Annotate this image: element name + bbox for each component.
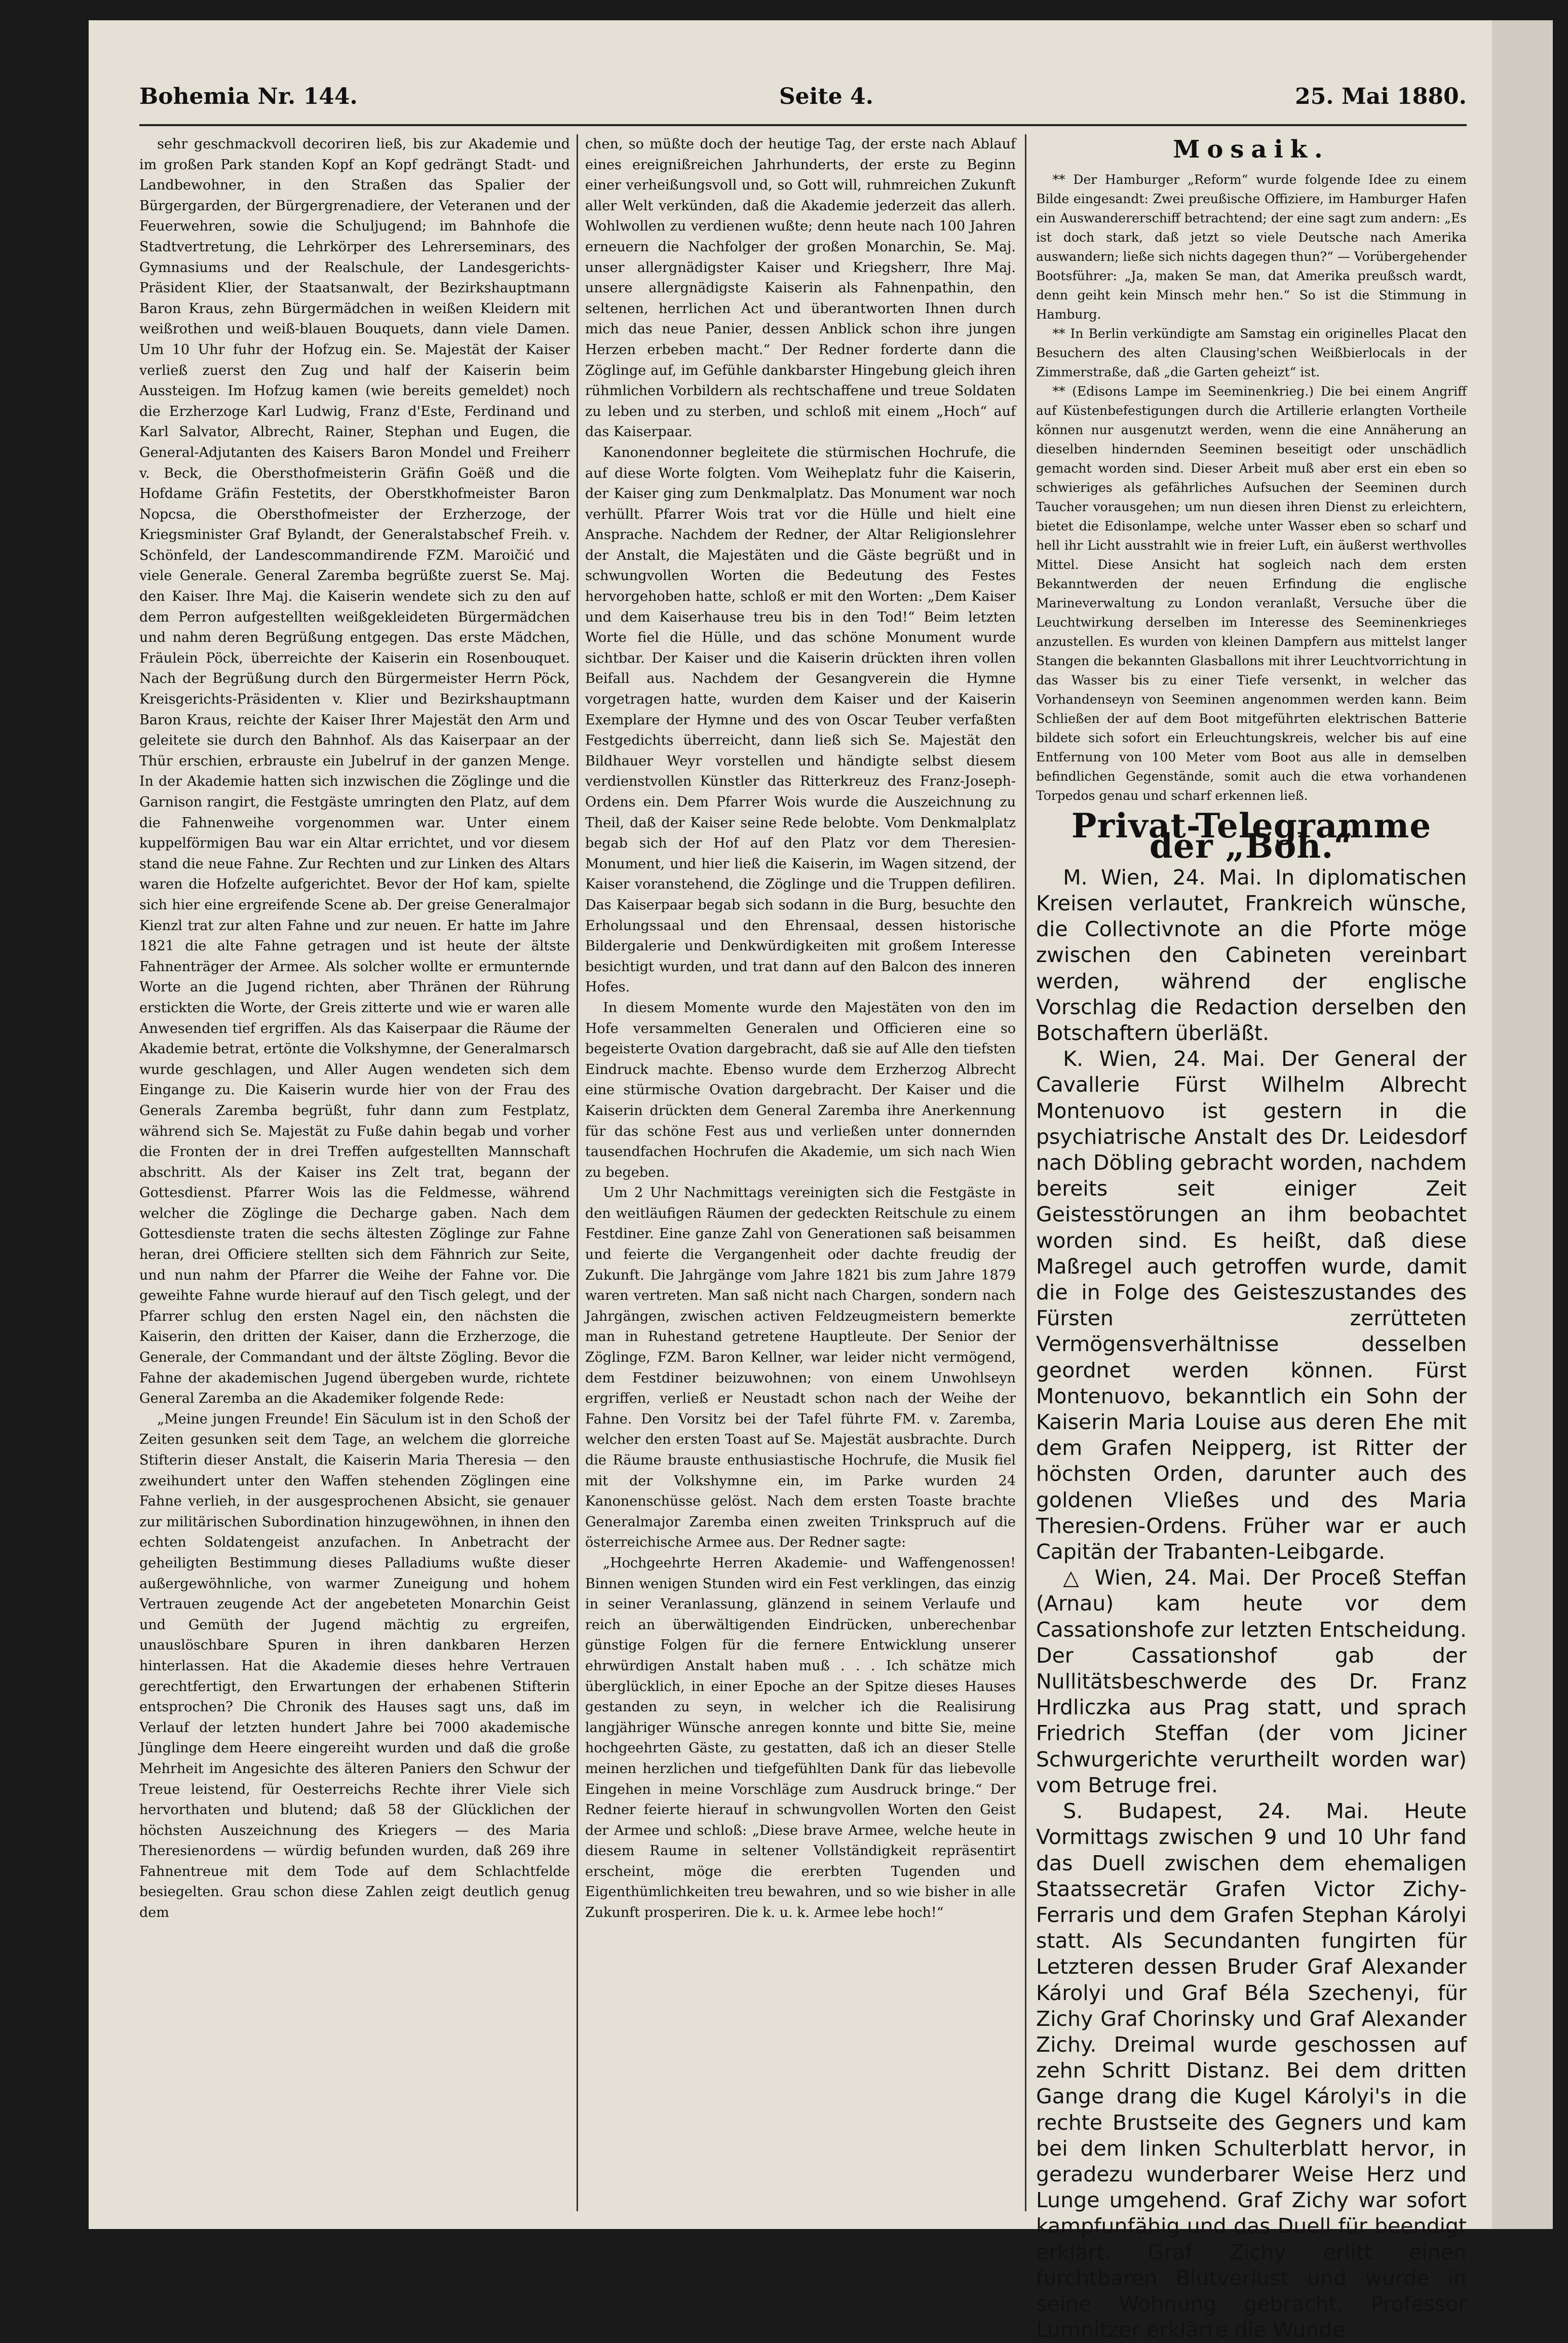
column-3 bbox=[1036, 134, 1467, 2342]
mosaik-item: ** In Berlin verkündigte am Samstag ein originelles Placat den Besuchern des alten Clausing'schen Weißbierlocals in der Zimmerstraße, daß „die Garten geheizt“ ist. bbox=[1036, 326, 1467, 379]
header-rule bbox=[139, 124, 1467, 126]
header-issue: Bohemia Nr. 144. bbox=[139, 83, 358, 109]
mosaik-item: ** Der Hamburger „Reform“ wurde folgende Idee zu einem Bilde eingesandt: Zwei preußische Offiziere, im Hamburger Hafen ein Auswandererschiff betrachtend; der eine sagt zum andern: „Es ist doch stark, daß jetzt so viele Deutsche nach Amerika auswandern; ließe sich nichts dagegen thun?“ — Vorübergehender Bootsführer: „Ja, maken Se man, dat Amerika preußsch wardt, denn geiht kein Minsch mehr hen.“ So ist die Stimmung in Hamburg. bbox=[1036, 172, 1467, 322]
header-page-number: Seite 4. bbox=[779, 83, 873, 109]
telegram-item: M. Wien, 24. Mai. In diplomatischen Kreisen verlautet, Frankreich wünsche, die Collectivnote an die Pforte möge zwischen den Cabineten vereinbart werden, während der englische Vorschlag die Redaction derselben den Botschaftern überläßt. bbox=[1036, 865, 1467, 1045]
telegram-item: S. Budapest, 24. Mai. Heute Vormittags zwischen 9 und 10 Uhr fand das Duell zwischen dem ehemaligen Staatssecretär Grafen Victor Zichy-Ferraris und dem Grafen Stephan Károlyi statt. Als Secundanten fungirten für Letzteren dessen Bruder Graf Alexander Károlyi und Graf Béla Szechenyi, für Zichy Graf Chorinsky und Graf Alexander Zichy. Dreimal wurde geschossen auf zehn Schritt Distanz. Bei dem dritten Gange drang die Kugel Károlyi's in die rechte Brustseite des Gegners und kam bei dem linken Schulterblatt hervor, in geradezu wunderbarer Weise Herz und Lunge umgehend. Graf Zichy war sofort kampfunfähig und das Duell für beendigt erklärt. Graf Zichy erlitt einen furchtbaren Blutverlust und wurde in seine Wohnung gebracht. Professor Lumnitzer erklärte die Wunde bbox=[1036, 1799, 1467, 2342]
column-divider bbox=[577, 134, 578, 2211]
mosaik-item: ** (Edisons Lampe im Seeminenkrieg.) Die bei einem Angriff auf Küstenbefestigungen durch die Artillerie erlangten Vortheile können nur ausgenutzt werden, wenn die eine Annäherung an dieselben hindernden Seeminen beseitigt oder unschädlich gemacht worden sind. Dieser Arbeit muß aber erst ein eben so schwieriges als gefährliches Aufsuchen der Seeminen durch Taucher vorausgehen; um nun diesen ihren Dienst zu erleichtern, bietet die Edisonlampe, welche unter Wasser eben so scharf und hell ihr Licht ausstrahlt wie in freier Luft, ein äußerst werthvolles Mittel. Diese Ansicht hat sogleich nach dem ersten Bekanntwerden der neuen Erfindung die englische Marineverwaltung zu London veranlaßt, Versuche über die Leuchtwirkung derselben im Interesse des Seeminenkrieges anzustellen. Es wurden von kleinen Dampfern aus mittelst langer Stangen die bekannten Glasballons mit ihrer Leuchtvorrichtung in das Wasser bis zu einer Tiefe versenkt, in welcher das Vorhandenseyn von Seeminen angenommen werden kann. Beim Schließen der auf dem Boot mitgeführten elektrischen Batterie bildete sich sofort ein Erleuchtungskreis, welcher bis auf eine Entfernung von 100 Meter vom Boot aus alle in demselben befindlichen Gegenstände, somit auch die etwa vorhandenen Torpedos genau und scharf erkennen ließ. bbox=[1036, 383, 1467, 803]
article-paragraph: „Meine jungen Freunde! Ein Säculum ist in den Schoß der Zeiten gesunken seit dem Tage, an welchem die glorreiche Stifterin dieser Anstalt, die Kaiserin Maria Theresia — den zweihundert unter den Waffen stehenden Zöglingen eine Fahne verlieh, in der ausgesprochenen Absicht, sie genauer zur militärischen Subordination hinzugewöhnen, in ihnen den echten Soldatengeist anzufachen. In Anbetracht der geheiligten Bestimmung dieses Palladiums wußte dieser außergewöhnliche, von warmer Zuneigung und hohem Vertrauen zeugende Act der angebeteten Monarchin Geist und Gemüth der Jugend mächtig zu ergreifen, unauslöschbare Spuren in ihren dankbaren Herzen hinterlassen. Hat die Akademie dieses hehre Vertrauen gerechtfertigt, den Erwartungen der erhabenen Stifterin entsprochen? Die Chronik des Hauses sagt uns, daß im Verlauf der letzten hundert Jahre bei 7000 akademische Jünglinge dem Heere eingereiht wurden und daß die große Mehrheit im Angesichte des älteren Paniers den Schwur der Treue leistend, für Oesterreichs Rechte ihrer Viele sich hervorthaten und blutend; daß 58 der Glücklichen der höchsten Auszeichnung des Kriegers — des Maria Theresienordens — würdig befunden wurden, daß 269 ihre Fahnentreue mit dem Tode auf dem Schlachtfelde besiegelten. Grau schon diese Zahlen zeigt deutlich genug dem bbox=[139, 1411, 570, 1921]
telegram-item: △ Wien, 24. Mai. Der Proceß Steffan (Arnau) kam heute vor dem Cassationshofe zur letzten Entscheidung. Der Cassationshof gab der Nullitätsbeschwerde des Dr. Franz Hrdliczka aus Prag statt, und sprach Friedrich Steffan (der vom Jiciner Schwurgerichte verurtheilt worden war) vom Betruge frei. bbox=[1036, 1565, 1467, 1797]
header-date: 25. Mai 1880. bbox=[1295, 83, 1467, 109]
newspaper-page bbox=[89, 20, 1553, 2342]
telegram-item: K. Wien, 24. Mai. Der General der Cavallerie Fürst Wilhelm Albrecht Montenuovo ist gestern in die psychiatrische Anstalt des Dr. Leidesdorf nach Döbling gebracht worden, nachdem bereits seit einiger Zeit Geistesstörungen an ihm beobachtet worden sind. Es heißt, daß diese Maßregel auch getroffen wurde, damit die in Folge des Geisteszustandes des Fürsten zerrütteten Vermögensverhältnisse desselben geordnet werden können. Fürst Montenuovo, bekanntlich ein Sohn der Kaiserin Maria Louise aus deren Ehe mit dem Grafen Neipperg, ist Ritter der höchsten Orden, darunter auch des goldenen Vließes und des Maria Theresien-Ordens. Früher war er auch Capitän der Trabanten-Leibgarde. bbox=[1036, 1047, 1467, 1564]
page-header bbox=[139, 71, 1467, 122]
article-paragraph: Um 2 Uhr Nachmittags vereinigten sich die Festgäste in den weitläufigen Räumen der gedeckten Reitschule zu einem Festdiner. Eine ganze Zahl von Generationen saß beisammen und feierte die Vergangenheit oder dachte freudig der Zukunft. Die Jahrgänge vom Jahre 1821 bis zum Jahre 1879 waren vertreten. Man saß nicht nach Chargen, sondern nach Jahrgängen, zwischen activen Feldzeugmeistern bemerkte man in Ruhestand getretene Hauptleute. Der Senior der Zöglinge, FZM. Baron Kellner, war leider nicht vermögend, dem Festdiner beizuwohnen; von einem Unwohlseyn ergriffen, verließ er Neustadt schon nach der Weihe der Fahne. Den Vorsitz bei der Tafel führte FM. v. Zaremba, welcher den ersten Toast auf Se. Majestät ausbrachte. Durch die Räume brauste enthusiastische Hochrufe, die Musik fiel mit der Volkshymne ein, im Parke wurden 24 Kanonenschüsse gelöst. Nach dem ersten Toaste brachte Generalmajor Zaremba einen zweiten Trinkspruch auf die österreichische Armee aus. Der Redner sagte: bbox=[585, 1185, 1016, 1551]
article-paragraph: In diesem Momente wurde den Majestäten von den im Hofe versammelten Generalen und Officieren eine so begeisterte Ovation dargebracht, daß sie auf Alle den tiefsten Eindruck machte. Ebenso wurde dem Erzherzog Albrecht eine stürmische Ovation dargebracht. Der Kaiser und die Kaiserin drückten dem General Zaremba ihre Anerkennung für das schöne Fest aus und verließen unter donnernden tausendfachen Hochrufen die Akademie, um sich nach Wien zu begeben. bbox=[585, 1000, 1016, 1180]
article-paragraph: Kanonendonner begleitete die stürmischen Hochrufe, die auf diese Worte folgten. Vom Weiheplatz fuhr die Kaiserin, der Kaiser ging zum Denkmalplatz. Das Monument war noch verhüllt. Pfarrer Wois trat vor die Hülle und hielt eine Ansprache. Nachdem der Redner, der Altar Religionslehrer der Anstalt, die Majestäten und die Gäste begrüßt und in schwungvollen Worten die Bedeutung des Festes hervorgehoben hatte, schloß er mit den Worten: „Dem Kaiser und dem Kaiserhause treu bis in den Tod!“ Beim letzten Worte fiel die Hülle, und das schöne Monument wurde sichtbar. Der Kaiser und die Kaiserin drückten ihren vollen Beifall aus. Nachdem der Gesangverein die Hymne vorgetragen hatte, wurden dem Kaiser und der Kaiserin Exemplare der Hymne und des von Oscar Teuber verfaßten Festgedichts überreicht, dann ließ sich Se. Majestät den Bildhauer Weyr vorstellen und händigte selbst diesem verdienstvollen Künstler das Ritterkreuz des Franz-Joseph-Ordens ein. Dem Pfarrer Wois wurde die Auszeichnung zu Theil, daß der Kaiser seine Rede belobte. Vom Denkmalplatz begab sich der Hof auf den Platz vor dem Theresien-Monument, und hier ließ die Kaiserin, im Wagen sitzend, der Kaiser voranstehend, die Zöglinge und die Truppen defiliren. Das Kaiserpaar begab sich sodann in die Burg, besuchte den Erholungssaal und den Ehrensaal, dessen historische Bildergalerie und Denkwürdigkeiten mit großem Interesse besichtigt wurden, und trat dann auf den Balcon des inneren Hofes. bbox=[585, 444, 1016, 995]
mosaik-heading: Mosaik. bbox=[1173, 135, 1330, 164]
article-paragraph: „Hochgeehrte Herren Akademie- und Waffengenossen! Binnen wenigen Stunden wird ein Fest verklingen, das einzig in seiner Veranlassung, glänzend in seinem Verlaufe und reich an überwältigenden Eindrücken, unberechenbar günstige Folgen für die fernere Entwicklung unserer ehrwürdigen Anstalt haben muß . . . Ich schätze mich überglücklich, in einer Epoche an der Spitze dieses Hauses gestanden zu seyn, in welcher ich die Realisirung langjähriger Wünsche anregen konnte und bitte Sie, meine hochgeehrten Gäste, zu gestatten, daß ich an dieser Stelle meinen herzlichen und tiefgefühlten Dank für das liebevolle Eingehen in meine Vorschläge zum Ausdruck bringe.“ Der Redner feierte hierauf in schwungvollen Worten den Geist der Armee und schloß: „Diese brave Armee, welche heute in diesem Raume in seltener Vollständigkeit repräsentirt erscheint, möge die ererbten Tugenden und Eigenthümlichkeiten treu bewahren, und so wie bisher in alle Zukunft prosperiren. Die k. u. k. Armee lebe hoch!“ bbox=[585, 1555, 1016, 1921]
column-2 bbox=[585, 134, 1016, 2211]
column-1 bbox=[139, 134, 570, 2211]
column-divider bbox=[1025, 134, 1026, 2211]
article-paragraph: chen, so müßte doch der heutige Tag, der erste nach Ablauf eines ereignißreichen Jahrhunderts, der erste zu Beginn einer verheißungsvoll und, so Gott will, ruhmreichen Zukunft aller Welt verkünden, daß die Akademie jederzeit das allerh. Wohlwollen zu verdienen wußte; denn heute nach 100 Jahren erneuern die Nachfolger der großen Monarchin, Se. Maj. unser allergnädigster Kaiser und Kriegsherr, Ihre Maj. unsere allergnädigste Kaiserin als Fahnenpathin, den seltenen, herrlichen Act und überantworten Ihnen durch mich das neue Panier, dessen Anblick schon ihre jungen Herzen erbeben macht.“ Der Redner forderte dann die Zöglinge auf, im Gefühle dankbarster Hingebung gleich ihren rühmlichen Vorbildern als rechtschaffene und treue Soldaten zu leben und zu sterben, und schloß mit einem „Hoch“ auf das Kaiserpaar. bbox=[585, 136, 1016, 440]
telegrams-heading: Privat-Telegramme der „Boh.“ bbox=[1071, 805, 1432, 866]
page-edge-shadow bbox=[1492, 20, 1553, 2229]
article-paragraph: sehr geschmackvoll decoriren ließ, bis zur Akademie und im großen Park standen Kopf an Kopf gedrängt Stadt- und Landbewohner, in den Straßen das Spalier der Bürgergarden, der Bürgergrenadiere, der Veteranen und der Feuerwehren, sowie die Schuljugend; im Bahnhofe die Stadtvertretung, die Lehrkörper des Lehrerseminars, des Gymnasiums und der Realschule, der Landesgerichts-Präsident Klier, der Staatsanwalt, der Bezirkshauptmann Baron Kraus, zehn Bürgermädchen in weißen Kleidern mit weißrothen und weiß-blauen Bouquets, dann viele Damen. Um 10 Uhr fuhr der Hofzug ein. Se. Majestät der Kaiser verließ zuerst den Zug und half der Kaiserin beim Aussteigen. Im Hofzug kamen (wie bereits gemeldet) noch die Erzherzoge Karl Ludwig, Franz d'Este, Ferdinand und Karl Salvator, Albrecht, Rainer, Stephan und Eugen, die General-Adjutanten des Kaisers Baron Mondel und Freiherr v. Beck, die Obersthofmeisterin Gräfin Goëß und die Hofdame Gräfin Festetits, der Oberstkhofmeister Baron Nopcsa, die Obersthofmeister der Erzherzoge, der Kriegsminister Graf Bylandt, der Generalstabschef Freih. v. Schönfeld, der Landescommandirende FZM. Maroičić und viele Generale. General Zaremba begrüßte zuerst Se. Maj. den Kaiser. Ihre Maj. die Kaiserin wendete sich zu den auf dem Perron aufgestellten weißgekleideten Bürgermädchen und nahm deren Begrüßung entgegen. Das erste Mädchen, Fräulein Pöck, überreichte der Kaiserin ein Rosenbouquet. Nach der Begrüßung durch den Bürgermeister Herrn Pöck, Kreisgerichts-Präsidenten v. Klier und Bezirkshauptmann Baron Kraus, reichte der Kaiser Ihrer Majestät den Arm und geleitete sie durch den Bahnhof. Als das Kaiserpaar an der Thür erschien, erbrauste ein Jubelruf in der ganzen Menge. In der Akademie hatten sich inzwischen die Zöglinge und die Garnison rangirt, die Festgäste umringten den Platz, auf dem die Fahnenweihe vorgenommen war. Unter einem kuppelförmigen Bau war ein Altar errichtet, und vor diesem stand die neue Fahne. Zur Rechten und zur Linken des Altars waren die Hofzelte aufgerichtet. Bevor der Hof kam, spielte sich hier eine ergreifende Scene ab. Der greise Generalmajor Kienzl trat zur alten Fahne und zur neuen. Er hatte im Jahre 1821 die alte Fahne getragen und ist heute der ältste Fahnenträger der Armee. Als solcher wollte er ermunternde Worte an die Jugend richten, aber Thränen der Rührung erstickten die Worte, der Greis zitterte und wie er waren alle Anwesenden tief ergriffen. Als das Kaiserpaar die Räume der Akademie betrat, ertönte die Volkshymne, der Generalmarsch wurde geschlagen, und Aller Augen wendeten sich dem Eingange zu. Die Kaiserin wurde hier von der Frau des Generals Zaremba begrüßt, fuhr dann zum Festplatz, während sich Se. Majestät zu Fuße dahin begab und vorher die Fronten der in drei Treffen aufgestellten Mannschaft abschritt. Als der Kaiser ins Zelt trat, begann der Gottesdienst. Pfarrer Wois las die Feldmesse, während welcher die Zöglinge die Decharge gaben. Nach dem Gottesdienste traten die sechs ältesten Zöglinge zur Fahne heran, drei Officiere stellten sich dem Fähnrich zur Seite, und nun nahm der Pfarrer die Weihe der Fahne vor. Die geweihte Fahne wurde hierauf auf den Tisch gelegt, und der Pfarrer schlug den ersten Nagel ein, den nächsten die Kaiserin, den dritten der Kaiser, dann die Erzherzoge, die Generale, der Commandant und der ältste Zögling. Bevor die Fahne der akademischen Jugend übergeben wurde, richtete General Zaremba an die Akademiker folgende Rede: bbox=[139, 136, 570, 1407]
